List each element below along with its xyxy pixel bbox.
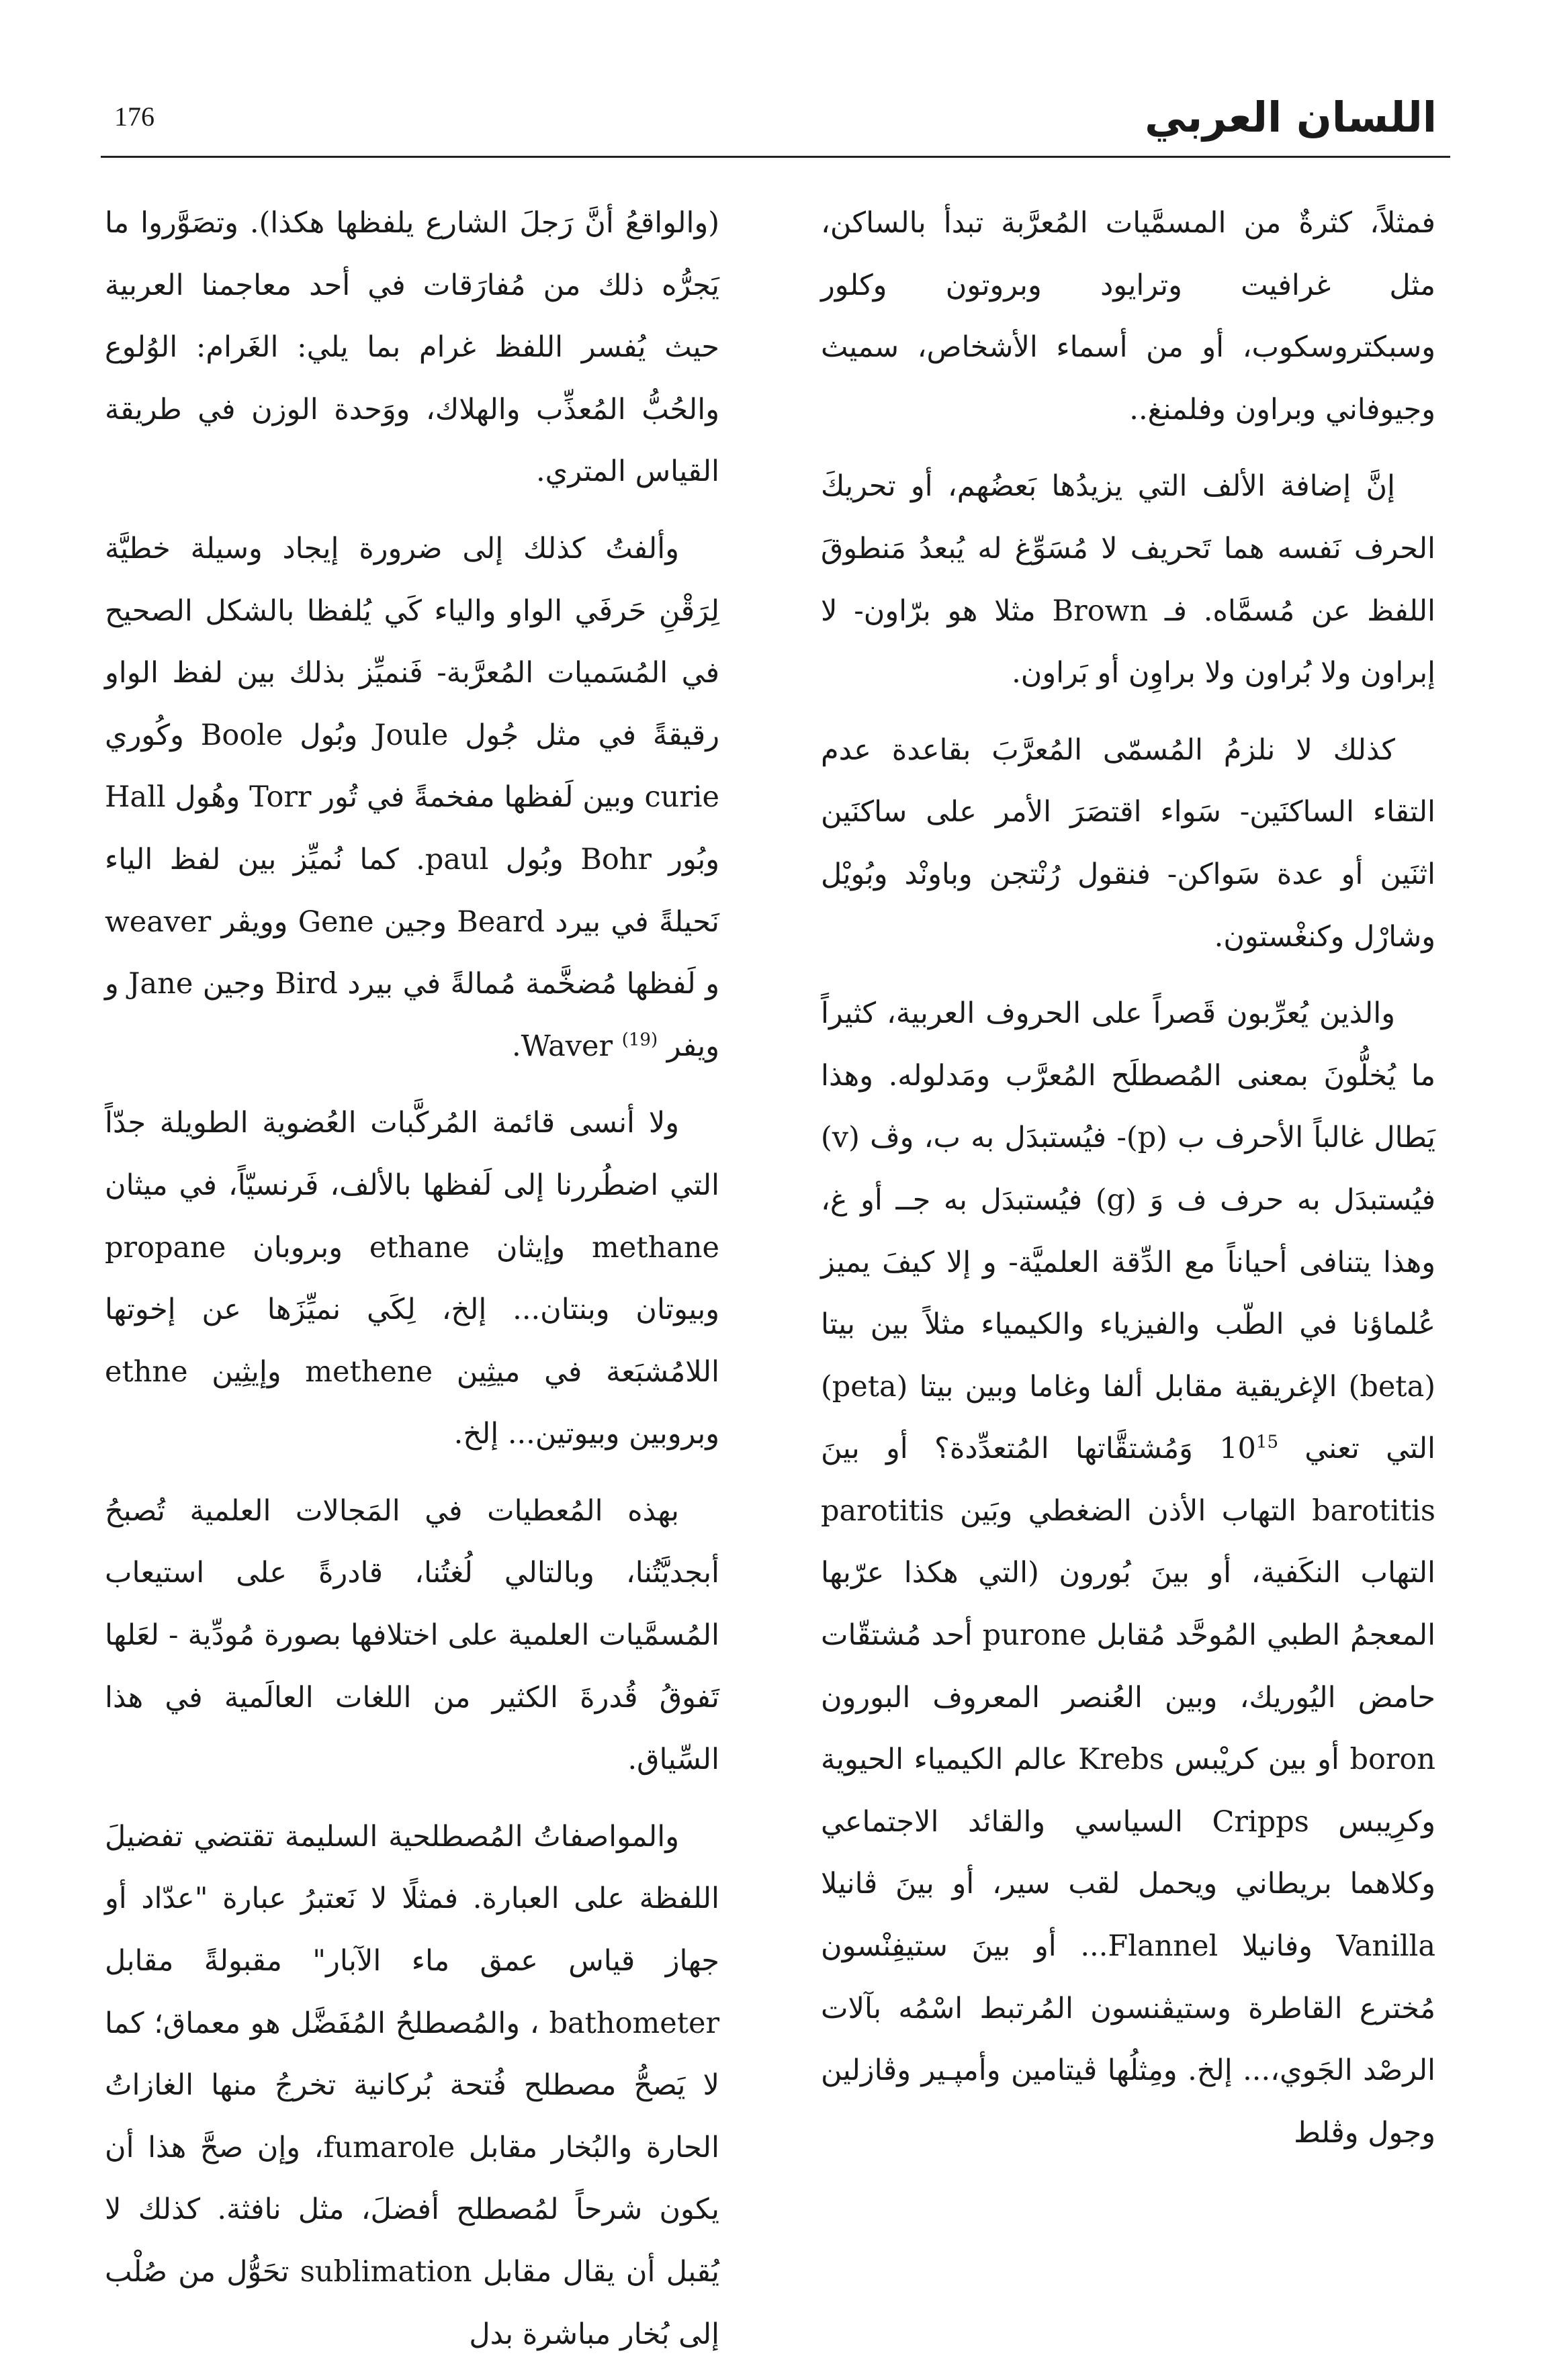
paragraph: ولا أنسى قائمة المُركَّبات العُضوية الطويلة جدّاً التي اضطُررنا إلى لَفظها بالألف، فَرنسيّاً، في ميثان methane وإيثان ethane وبروبان propane وبيوتان وبنتان... إلخ، لِكَي نميِّزَها عن إخوتها اللامُشبَعة في ميثِين methene وإيثِين ethne وبروبين وبيوتين... إلخ. [105, 1106, 720, 1451]
right-column [821, 192, 1435, 2179]
paragraph: والمواصفاتُ المُصطلحية السليمة تقتضي تفضيلَ اللفظة على العبارة. فمثلًا لا نَعتبرُ عبارة "عدّاد أو جهاز قياس عمق ماء الآبار" مقبولةً مقابل bathometer ، والمُصطلحُ المُفَضَّل هو معماق؛ كما لا يَصحُّ مصطلح فُتحة بُركانية تخرجُ منها الغازاتُ الحارة والبُخار مقابل fumarole، وإن صحَّ هذا أن يكون شرحاً لمُصطلح أفضلَ، مثل نافثة. كذلك لا يُقبل أن يقال مقابل sublimation تحَوُّل من صُلْب إلى بُخار مباشرة بدل [105, 1819, 719, 2351]
paragraph-text-continued: وَمُشتقَّاتها المُتعدِّدة؟ أو بينَ barotitis التهاب الأذن الضغطي وبَين parotitis التهاب النكَفية، أو بينَ بُورون (التي هكذا عرّبها المعجمُ الطبي المُوحَّد مُقابل purone أحد مُشتقّات حامض اليُوريك، وبين العُنصر المعروف البورون boron أو بين كريْبس Krebs عالم الكيمياء الحيوية وكرِيبس Cripps السياسي والقائد الاجتماعي وكلاهما بريطاني ويحمل لقب سير، أو بينَ ڤانيلا Vanilla وفانيلا Flannel... أو بينَ ستيفِنْسون مُخترع القاطرة وستيڤنسون المُرتبط اسْمُه بآلات الرصْد الجَوي،... إلخ. ومِثلُها ڤيتامين وأمپـير وڤازلين وجول وڤلط [821, 1432, 1436, 2150]
exponent: 15 [1255, 1432, 1278, 1453]
header-divider [101, 156, 1450, 158]
paragraph: إنَّ إضافة الألف التي يزيدُها بَعضُهم، أو تحريكَ الحرف نَفسه هما تَحريف لا مُسَوِّغ له يُبعدُ مَنطوقَ اللفظ عن مُسمَّاه. فـ Brown مثلا هو برّاون- لا إبراون ولا بُراون ولا براوِن أو بَراون. [821, 469, 1435, 690]
paragraph: فمثلاً، كثرةٌ من المسمَّيات المُعرَّبة تبدأ بالساكن، مثل غرافيت وترايود وبروتون وكلور وسبكتروسكوب، أو من أسماء الأشخاص، سميث وجيوفاني وبراون وفلمنغ.. [821, 206, 1435, 426]
paragraph [821, 982, 1435, 2164]
footnote-reference: (19) [621, 1029, 658, 1050]
paragraph-text: والذين يُعرِّبون قَصراً على الحروف العربية، كثيراً ما يُخلُّونَ بمعنى المُصطلَح المُعرَّب ومَدلوله. وهذا يَطال غالباً الأحرف ب (p)- فيُستبدَل به ب، وڤ (v) فيُستبدَل به حرف ف وَ (g) فيُستبدَل به جــ أو غ، وهذا يتنافى أحياناً مع الدِّقة العلميَّة- و إلا كيفَ يميز عُلماؤنا في الطّب والفيزياء والكيمياء مثلاً بين بيتا (beta) الإغريقية مقابل ألفا وغاما وبين بيتا (peta) التي تعني 10 [821, 997, 1435, 1466]
journal-title: اللسان العربي [1145, 93, 1437, 142]
left-column [105, 192, 719, 2380]
paragraph: (والواقعُ أنَّ رَجلَ الشارع يلفظها هكذا). وتصَوَّروا ما يَجرُّه ذلك من مُفارَقات في أحد معاجمنا العربية حيث يُفسر اللفظ غرام بما يلي: الغَرام: الوُلوع والحُبُّ المُعذِّب والهلاك، ووَحدة الوزن في طريقة القياس المتري. [105, 206, 719, 489]
paragraph: بهذه المُعطيات في المَجالات العلمية تُصبحُ أبجديَّتُنا، وبالتالي لُغتُنا، قادرةً على استيعاب المُسمَّيات العلمية على اختلافها بصورة مُودِّية - لعَلها تَفوقُ قُدرةَ الكثير من اللغات العالَمية في هذا السِّياق. [105, 1494, 719, 1777]
page-number: 176 [114, 101, 154, 132]
paragraph: كذلك لا نلزمُ المُسمّى المُعرَّبَ بقاعدة عدم التقاء الساكنَين- سَواء اقتصَرَ الأمر على ساكنَين اثنَين أو عدة سَواكن- فنقول رُنْتجن وباونْد وبُويْل وشارْل وكنغْستون. [821, 733, 1435, 954]
paragraph-text-end: . [512, 1029, 521, 1063]
paragraph-text: وألفتُ كذلك إلى ضرورة إيجاد وسيلة خطيَّة لِرَقْنِ حَرفَي الواو والياء كَي يُلفظا بالشكل الصحيح في المُسَميات المُعرَّبة- فَنميِّز بذلك بين لفظ الواو رقيقةً في مثل جُول Joule وبُول Boole وكُوري curie وبين لَفظها مفخمةً في تُور Torr وهُول Hall وبُور Bohr وبُول paul. كما نُميِّز بين لفظ الياء نَحيلةً في بيرد Beard وجين Gene وويڤر weaver و لَفظها مُضخَّمة مُمالةً في بيرد Bird وجين Jane و ويفر Waver [105, 531, 719, 1063]
paragraph [105, 518, 719, 1077]
